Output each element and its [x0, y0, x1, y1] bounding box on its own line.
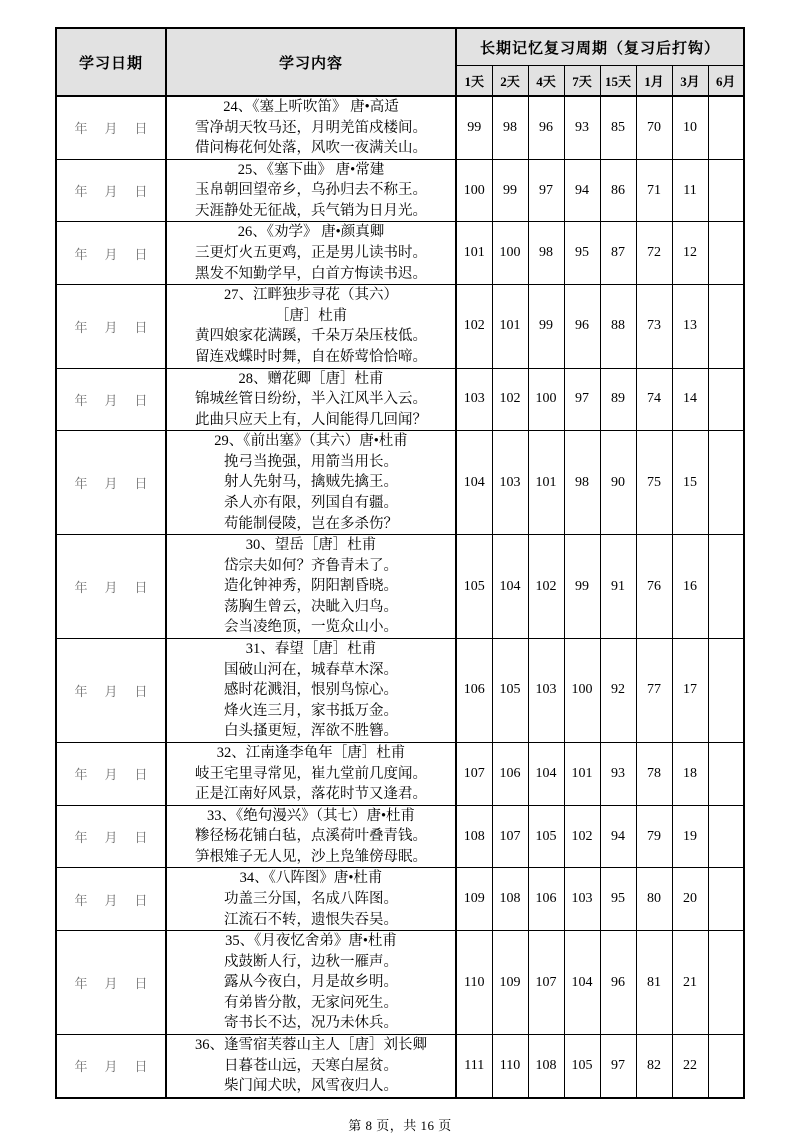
review-checkbox-cell[interactable]: 89: [600, 368, 636, 431]
review-checkbox-cell[interactable]: 100: [528, 368, 564, 431]
poem-title: 26、《劝学》 唐•颜真卿: [237, 224, 385, 241]
review-checkbox-cell[interactable]: 14: [672, 368, 708, 431]
poem-line: 江流石不转，遗恨失吞吴。: [224, 911, 398, 928]
poem-line: 苟能制侵陵，岂在多杀伤？: [224, 515, 398, 532]
review-checkbox-cell[interactable]: 75: [636, 431, 672, 535]
review-checkbox-cell[interactable]: 99: [564, 535, 600, 639]
date-unit-label: 月: [104, 246, 118, 262]
study-date-cell[interactable]: [56, 1035, 166, 1098]
header-interval-15d: 15天: [600, 66, 636, 97]
study-date-cell[interactable]: [56, 285, 166, 368]
poem-line: 功盖三分国，名成八阵图。: [224, 890, 398, 907]
review-checkbox-cell[interactable]: 104: [528, 742, 564, 805]
study-date-cell[interactable]: [56, 431, 166, 535]
review-checkbox-cell[interactable]: 105: [492, 639, 528, 743]
review-checkbox-cell[interactable]: 105: [564, 1035, 600, 1098]
date-unit-label: 日: [134, 184, 148, 200]
review-checkbox-cell[interactable]: 13: [672, 285, 708, 368]
review-checkbox-cell[interactable]: 98: [564, 431, 600, 535]
poem-title: 29、《前出塞》（其六）唐•杜甫: [214, 433, 408, 450]
review-checkbox-cell[interactable]: 108: [528, 1035, 564, 1098]
header-interval-1m: 1月: [636, 66, 672, 97]
study-content-cell: [166, 159, 456, 222]
review-checkbox-cell[interactable]: 78: [636, 742, 672, 805]
poem-line: 造化钟神秀，阴阳割昏晓。: [224, 578, 398, 595]
review-checkbox-cell[interactable]: [708, 742, 744, 805]
review-checkbox-cell[interactable]: 92: [600, 639, 636, 743]
study-date-cell[interactable]: [56, 742, 166, 805]
date-unit-label: 年: [74, 830, 88, 846]
date-unit-label: 日: [134, 580, 148, 596]
table-header: [56, 28, 744, 96]
poem-line: 有弟皆分散，无家问死生。: [224, 994, 398, 1011]
review-checkbox-cell[interactable]: 101: [456, 222, 492, 285]
review-checkbox-cell[interactable]: [708, 805, 744, 868]
poem-line: 露从今夜白，月是故乡明。: [224, 974, 398, 991]
date-unit-label: 年: [74, 476, 88, 492]
review-checkbox-cell[interactable]: [708, 368, 744, 431]
review-checkbox-cell[interactable]: 15: [672, 431, 708, 535]
header-interval-6m: 6月: [708, 66, 744, 97]
date-unit-label: 日: [134, 476, 148, 492]
poem-title: 31、春望［唐］杜甫: [245, 641, 377, 658]
review-checkbox-cell[interactable]: 90: [600, 431, 636, 535]
date-unit-label: 日: [134, 976, 148, 992]
poem-line: 留连戏蝶时时舞，自在娇莺恰恰啼。: [195, 348, 427, 365]
header-interval-2d: 2天: [492, 66, 528, 97]
review-checkbox-cell[interactable]: 99: [528, 285, 564, 368]
poem-line: 锦城丝管日纷纷，半入江风半入云。: [195, 391, 427, 408]
header-review-cycle: 长期记忆复习周期（复习后打钩）: [456, 28, 744, 66]
date-unit-label: 月: [104, 830, 118, 846]
header-study-content: 学习内容: [166, 28, 456, 96]
poem-line: 天涯静处无征战，兵气销为日月光。: [195, 202, 427, 219]
review-checkbox-cell[interactable]: 98: [492, 96, 528, 159]
study-content-cell: [166, 368, 456, 431]
header-interval-7d: 7天: [564, 66, 600, 97]
review-checkbox-cell[interactable]: 102: [528, 535, 564, 639]
study-content-cell: [166, 222, 456, 285]
review-checkbox-cell[interactable]: 108: [492, 868, 528, 931]
review-checkbox-cell[interactable]: 88: [600, 285, 636, 368]
review-checkbox-cell[interactable]: [708, 931, 744, 1035]
review-checkbox-cell[interactable]: 98: [528, 222, 564, 285]
table-row: [56, 368, 744, 431]
poem-line: 戍鼓断人行，边秋一雁声。: [224, 953, 398, 970]
review-checkbox-cell[interactable]: 99: [492, 159, 528, 222]
page-footer: 第 8 页，共 16 页: [348, 1117, 452, 1133]
review-checkbox-cell[interactable]: 109: [492, 931, 528, 1035]
poem-line: 正是江南好风景，落花时节又逢君。: [195, 786, 427, 803]
date-unit-label: 日: [134, 1059, 148, 1075]
study-content-cell: [166, 535, 456, 639]
review-checkbox-cell[interactable]: 73: [636, 285, 672, 368]
date-unit-label: 月: [104, 580, 118, 596]
review-checkbox-cell[interactable]: 106: [492, 742, 528, 805]
table-row: [56, 285, 744, 368]
review-checkbox-cell[interactable]: [708, 431, 744, 535]
poem-line: 日暮苍山远，天寒白屋贫。: [224, 1057, 398, 1074]
header-study-date: 学习日期: [56, 28, 166, 96]
date-unit-label: 日: [134, 121, 148, 137]
review-checkbox-cell[interactable]: 108: [456, 805, 492, 868]
poem-line: 会当凌绝顶，一览众山小。: [224, 619, 398, 636]
review-checkbox-cell[interactable]: 70: [636, 96, 672, 159]
header-interval-3m: 3月: [672, 66, 708, 97]
review-checkbox-cell[interactable]: 97: [564, 368, 600, 431]
poem-title: 25、《塞下曲》 唐•常建: [237, 161, 385, 178]
study-plan-table: [55, 27, 745, 1099]
header-interval-1d: 1天: [456, 66, 492, 97]
review-checkbox-cell[interactable]: 109: [456, 868, 492, 931]
review-checkbox-cell[interactable]: 104: [564, 931, 600, 1035]
review-checkbox-cell[interactable]: 19: [672, 805, 708, 868]
poem-line: 岱宗夫如何？齐鲁青未了。: [224, 557, 398, 574]
review-checkbox-cell[interactable]: 94: [564, 159, 600, 222]
date-unit-label: 年: [74, 580, 88, 596]
review-checkbox-cell[interactable]: 110: [492, 1035, 528, 1098]
poem-line: ［唐］杜甫: [274, 307, 348, 324]
date-unit-label: 月: [104, 892, 118, 908]
review-checkbox-cell[interactable]: 93: [564, 96, 600, 159]
review-checkbox-cell[interactable]: 93: [600, 742, 636, 805]
date-unit-label: 月: [104, 319, 118, 335]
review-checkbox-cell[interactable]: 21: [672, 931, 708, 1035]
poem-line: 挽弓当挽强，用箭当用长。: [224, 453, 398, 470]
review-checkbox-cell[interactable]: 82: [636, 1035, 672, 1098]
review-checkbox-cell[interactable]: 105: [456, 535, 492, 639]
poem-title: 32、江南逢李龟年［唐］杜甫: [216, 744, 406, 761]
review-checkbox-cell[interactable]: 76: [636, 535, 672, 639]
poem-title: 35、《月夜忆舍弟》唐•杜甫: [225, 933, 397, 950]
table-row: [56, 1035, 744, 1098]
study-date-cell[interactable]: [56, 535, 166, 639]
poem-title: 34、《八阵图》唐•杜甫: [239, 870, 383, 887]
study-content-cell: [166, 931, 456, 1035]
review-checkbox-cell[interactable]: 80: [636, 868, 672, 931]
date-unit-label: 月: [104, 1059, 118, 1075]
date-unit-label: 月: [104, 392, 118, 408]
review-checkbox-cell[interactable]: 103: [528, 639, 564, 743]
poem-line: 柴门闻犬吠，风雪夜归人。: [224, 1078, 398, 1095]
poem-line: 感时花溅泪，恨别鸟惊心。: [224, 682, 398, 699]
study-date-cell[interactable]: [56, 96, 166, 159]
header-interval-4d: 4天: [528, 66, 564, 97]
review-checkbox-cell[interactable]: 99: [456, 96, 492, 159]
review-checkbox-cell[interactable]: 103: [456, 368, 492, 431]
date-unit-label: 日: [134, 767, 148, 783]
study-content-cell: [166, 96, 456, 159]
review-checkbox-cell[interactable]: 71: [636, 159, 672, 222]
date-unit-label: 日: [134, 830, 148, 846]
header-row-top: [56, 28, 744, 66]
study-content-cell: [166, 742, 456, 805]
poem-line: 岐王宅里寻常见，崔九堂前几度闻。: [195, 765, 427, 782]
review-checkbox-cell[interactable]: [708, 96, 744, 159]
poem-line: 黑发不知勤学早，白首方悔读书迟。: [195, 265, 427, 282]
study-date-cell[interactable]: [56, 368, 166, 431]
table-row: [56, 931, 744, 1035]
review-checkbox-cell[interactable]: 104: [456, 431, 492, 535]
poem-title: 30、望岳［唐］杜甫: [245, 537, 377, 554]
study-content-cell: [166, 431, 456, 535]
poem-title: 28、赠花卿［唐］杜甫: [238, 370, 384, 387]
review-checkbox-cell[interactable]: 20: [672, 868, 708, 931]
date-unit-label: 月: [104, 683, 118, 699]
date-unit-label: 月: [104, 184, 118, 200]
table-row: [56, 96, 744, 159]
review-checkbox-cell[interactable]: 95: [564, 222, 600, 285]
review-checkbox-cell[interactable]: 110: [456, 931, 492, 1035]
review-checkbox-cell[interactable]: 77: [636, 639, 672, 743]
poem-title: 33、《绝句漫兴》（其七）唐•杜甫: [206, 807, 416, 824]
study-content-cell: [166, 1035, 456, 1098]
review-checkbox-cell[interactable]: 17: [672, 639, 708, 743]
date-unit-label: 月: [104, 476, 118, 492]
date-unit-label: 年: [74, 892, 88, 908]
review-checkbox-cell[interactable]: 105: [528, 805, 564, 868]
study-content-cell: [166, 868, 456, 931]
poem-line: 此曲只应天上有，人间能得几回闻？: [195, 411, 427, 428]
review-checkbox-cell[interactable]: 86: [600, 159, 636, 222]
date-unit-label: 年: [74, 121, 88, 137]
review-checkbox-cell[interactable]: [708, 222, 744, 285]
table-row: [56, 805, 744, 868]
date-unit-label: 日: [134, 683, 148, 699]
study-date-cell[interactable]: [56, 805, 166, 868]
review-checkbox-cell[interactable]: 94: [600, 805, 636, 868]
table-row: [56, 639, 744, 743]
table-row: [56, 431, 744, 535]
review-checkbox-cell[interactable]: 100: [564, 639, 600, 743]
review-checkbox-cell[interactable]: 103: [564, 868, 600, 931]
date-unit-label: 月: [104, 767, 118, 783]
date-unit-label: 年: [74, 319, 88, 335]
review-checkbox-cell[interactable]: 101: [492, 285, 528, 368]
review-checkbox-cell[interactable]: 12: [672, 222, 708, 285]
review-checkbox-cell[interactable]: 81: [636, 931, 672, 1035]
poem-line: 烽火连三月，家书抵万金。: [224, 702, 398, 719]
review-checkbox-cell[interactable]: [708, 285, 744, 368]
poem-line: 三更灯火五更鸡，正是男儿读书时。: [195, 245, 427, 262]
review-checkbox-cell[interactable]: 22: [672, 1035, 708, 1098]
date-unit-label: 日: [134, 319, 148, 335]
review-checkbox-cell[interactable]: 102: [492, 368, 528, 431]
date-unit-label: 月: [104, 976, 118, 992]
poem-line: 白头搔更短，浑欲不胜簪。: [224, 723, 398, 740]
date-unit-label: 日: [134, 246, 148, 262]
review-checkbox-cell[interactable]: 104: [492, 535, 528, 639]
study-date-cell[interactable]: [56, 159, 166, 222]
table-body: [56, 96, 744, 1098]
review-checkbox-cell[interactable]: 111: [456, 1035, 492, 1098]
study-content-cell: [166, 639, 456, 743]
review-checkbox-cell[interactable]: 101: [528, 431, 564, 535]
date-unit-label: 年: [74, 976, 88, 992]
poem-line: 玉帛朝回望帝乡，乌孙归去不称王。: [195, 182, 427, 199]
review-checkbox-cell[interactable]: 18: [672, 742, 708, 805]
review-checkbox-cell[interactable]: 107: [528, 931, 564, 1035]
poem-line: 糁径杨花铺白毡，点溪荷叶叠青钱。: [195, 828, 427, 845]
poem-line: 杀人亦有限，列国自有疆。: [224, 494, 398, 511]
review-checkbox-cell[interactable]: 107: [492, 805, 528, 868]
date-unit-label: 年: [74, 683, 88, 699]
review-checkbox-cell[interactable]: 74: [636, 368, 672, 431]
date-unit-label: 年: [74, 767, 88, 783]
review-checkbox-cell[interactable]: 87: [600, 222, 636, 285]
review-checkbox-cell[interactable]: 101: [564, 742, 600, 805]
table-row: [56, 742, 744, 805]
review-checkbox-cell[interactable]: 91: [600, 535, 636, 639]
review-checkbox-cell[interactable]: [708, 535, 744, 639]
review-checkbox-cell[interactable]: 100: [492, 222, 528, 285]
poem-title: 36、逢雪宿芙蓉山主人［唐］刘长卿: [195, 1037, 427, 1054]
study-content-cell: [166, 805, 456, 868]
review-checkbox-cell[interactable]: 103: [492, 431, 528, 535]
study-date-cell[interactable]: [56, 639, 166, 743]
date-unit-label: 日: [134, 392, 148, 408]
date-unit-label: 月: [104, 121, 118, 137]
review-checkbox-cell[interactable]: 102: [456, 285, 492, 368]
table-row: [56, 222, 744, 285]
review-checkbox-cell[interactable]: 16: [672, 535, 708, 639]
poem-line: 雪净胡天牧马还，月明羌笛戍楼间。: [195, 119, 427, 136]
poem-line: 笋根雉子无人见，沙上凫雏傍母眠。: [195, 848, 427, 865]
date-unit-label: 年: [74, 184, 88, 200]
poem-line: 国破山河在，城春草木深。: [224, 661, 398, 678]
poem-line: 借问梅花何处落，风吹一夜满关山。: [195, 140, 427, 157]
poem-title: 24、《塞上听吹笛》 唐•高适: [223, 99, 399, 115]
review-checkbox-cell[interactable]: 95: [600, 868, 636, 931]
review-checkbox-cell[interactable]: 102: [564, 805, 600, 868]
review-checkbox-cell[interactable]: 100: [456, 159, 492, 222]
review-checkbox-cell[interactable]: 97: [600, 1035, 636, 1098]
date-unit-label: 日: [134, 892, 148, 908]
review-checkbox-cell[interactable]: 85: [600, 96, 636, 159]
review-checkbox-cell[interactable]: 72: [636, 222, 672, 285]
review-checkbox-cell[interactable]: 79: [636, 805, 672, 868]
study-date-cell[interactable]: [56, 222, 166, 285]
poem-title: 27、江畔独步寻花（其六）: [224, 287, 398, 304]
study-date-cell[interactable]: [56, 931, 166, 1035]
date-unit-label: 年: [74, 1059, 88, 1075]
poem-line: 黄四娘家花满蹊，千朵万朵压枝低。: [195, 328, 427, 345]
study-content-cell: [166, 285, 456, 368]
table-row: [56, 868, 744, 931]
review-checkbox-cell[interactable]: 11: [672, 159, 708, 222]
review-checkbox-cell[interactable]: 96: [600, 931, 636, 1035]
review-checkbox-cell[interactable]: 10: [672, 96, 708, 159]
poem-line: 寄书长不达，况乃未休兵。: [224, 1015, 398, 1032]
review-checkbox-cell[interactable]: 106: [456, 639, 492, 743]
review-checkbox-cell[interactable]: [708, 159, 744, 222]
review-checkbox-cell[interactable]: 97: [528, 159, 564, 222]
poem-line: 荡胸生曾云，决眦入归鸟。: [224, 598, 398, 615]
study-date-cell[interactable]: [56, 868, 166, 931]
review-checkbox-cell[interactable]: 107: [456, 742, 492, 805]
review-checkbox-cell[interactable]: [708, 868, 744, 931]
review-checkbox-cell[interactable]: 96: [528, 96, 564, 159]
review-checkbox-cell[interactable]: 96: [564, 285, 600, 368]
table-row: [56, 159, 744, 222]
review-checkbox-cell[interactable]: [708, 639, 744, 743]
poem-line: 射人先射马，擒贼先擒王。: [224, 474, 398, 491]
date-unit-label: 年: [74, 246, 88, 262]
date-unit-label: 年: [74, 392, 88, 408]
review-checkbox-cell[interactable]: 106: [528, 868, 564, 931]
table-row: [56, 535, 744, 639]
review-checkbox-cell[interactable]: [708, 1035, 744, 1098]
